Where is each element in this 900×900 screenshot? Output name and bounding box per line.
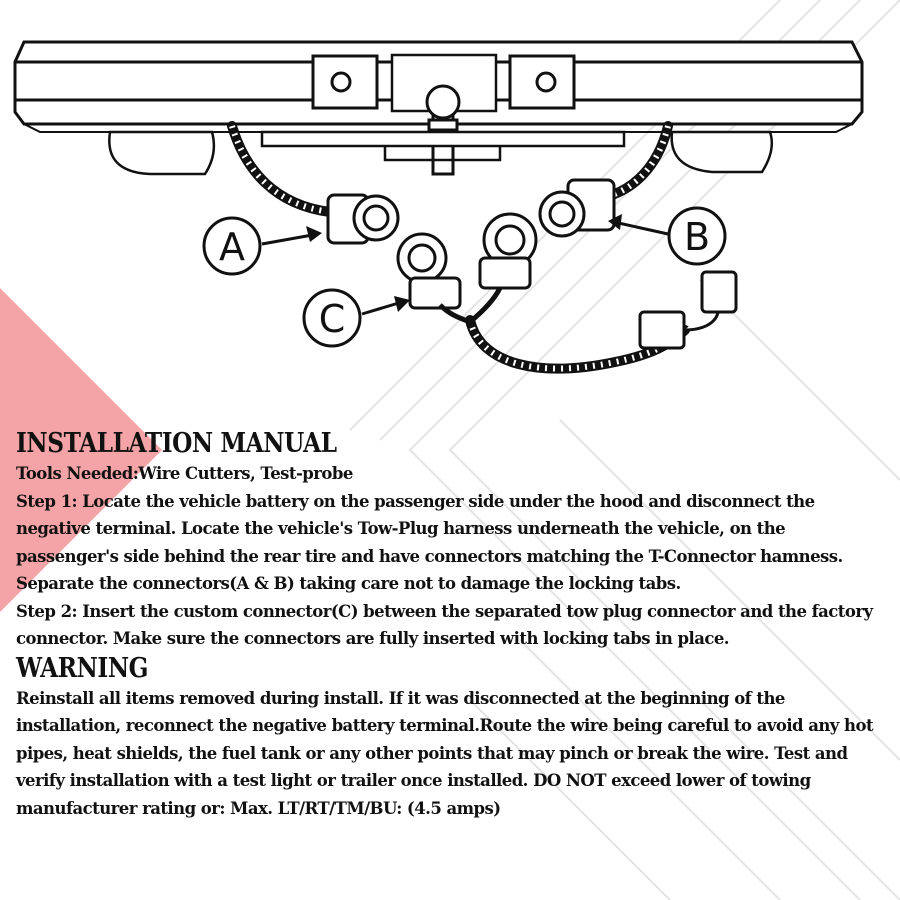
connector-b bbox=[540, 180, 614, 236]
manual-text bbox=[16, 428, 892, 822]
manual-title: INSTALLATION MANUAL bbox=[16, 428, 337, 459]
callout-a-label: A bbox=[219, 225, 245, 269]
callout-c bbox=[304, 290, 410, 346]
callout-b-label: B bbox=[683, 215, 711, 259]
tools-needed: Tools Needed:Wire Cutters, Test-probe bbox=[16, 464, 353, 483]
connector-c-pair bbox=[398, 214, 536, 322]
wiring-diagram bbox=[0, 0, 900, 420]
connector-a bbox=[328, 195, 398, 243]
warning-text: Reinstall all items removed during install. If it was disconnected at the beginning of the installation, reconnect the negative battery terminal.Route the wire being careful to avoid any hot pipes, heat shields, the fuel tank or any other points that may pinch or break the wire. Test and verify installation with a test light or trailer once installed. DO NOT exceed lower of towing manufacturer rating or: Max. LT/RT/TM/BU: (4.5 amps) bbox=[16, 688, 874, 818]
wire-harness bbox=[232, 126, 685, 369]
step-2: Step 2: Insert the custom connector(C) between the separated tow plug connector and the factory connector. Make sure the connectors are fully inserted with locking tabs in place. bbox=[16, 601, 873, 648]
callout-a bbox=[204, 218, 322, 274]
step-1: Step 1: Locate the vehicle battery on the passenger side under the hood and disconnect the negative terminal. Locate the vehicle's Tow-Plug harness underneath the vehicle, on the passenger's side behind the rear tire and have connectors matching the T-Connector hamness. Separate the connectors(A & B) taking care not to damage the locking tabs. bbox=[16, 491, 843, 593]
callout-c-label: C bbox=[318, 297, 346, 341]
callout-b bbox=[608, 208, 725, 264]
warning-title: WARNING bbox=[16, 652, 149, 684]
flat-plug bbox=[640, 272, 736, 348]
